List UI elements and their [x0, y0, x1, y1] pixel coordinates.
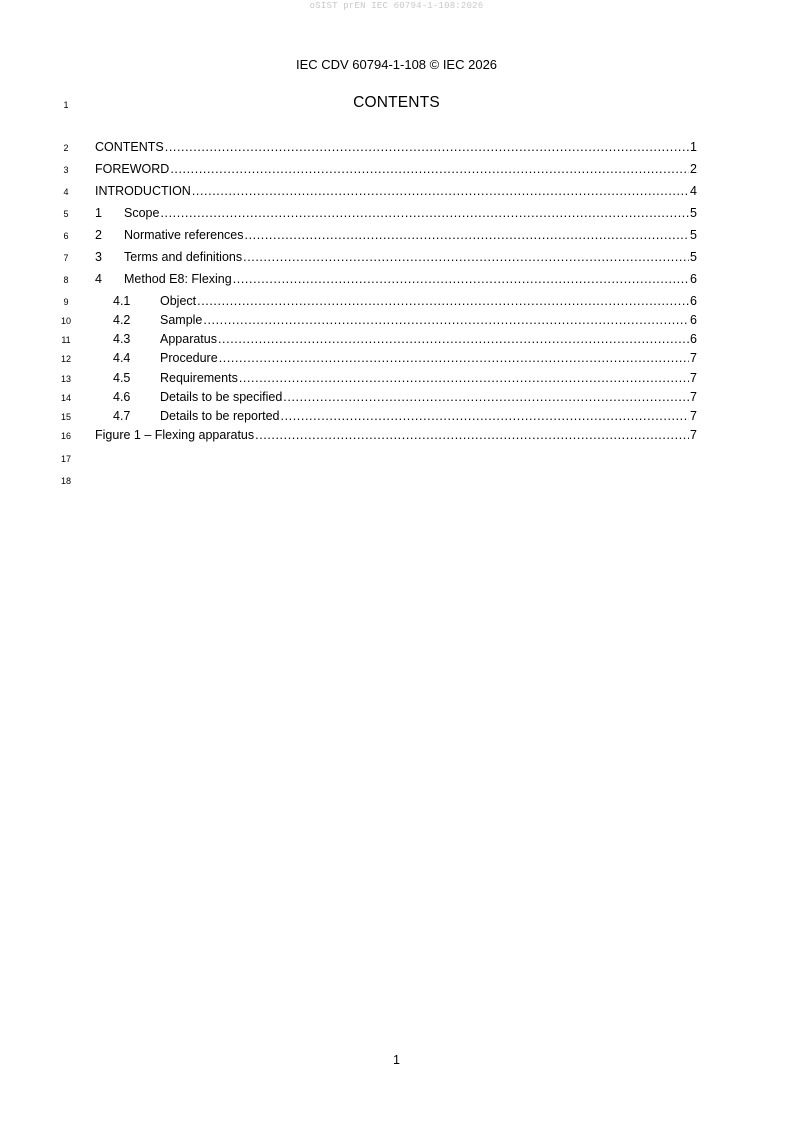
toc-leader — [192, 183, 689, 199]
page-number: 1 — [393, 1053, 400, 1067]
toc-entry-label: Requirements — [160, 371, 238, 385]
toc-entry[interactable] — [95, 227, 697, 243]
toc-entry-number: 3 — [95, 250, 102, 264]
toc-entry-label: INTRODUCTION — [95, 184, 191, 198]
toc-entry[interactable] — [113, 350, 697, 366]
toc-entry-page: 6 — [690, 272, 697, 286]
toc-entry[interactable] — [95, 161, 697, 177]
toc-entry-page: 7 — [690, 428, 697, 442]
toc-entry-page: 7 — [690, 371, 697, 385]
toc-entry-number: 4.3 — [113, 332, 131, 346]
line-number: 10 — [60, 316, 71, 326]
toc-entry-page: 1 — [690, 140, 697, 154]
toc-entry-label: FOREWORD — [95, 162, 170, 176]
line-number: 15 — [60, 412, 71, 422]
line-number: 14 — [60, 393, 71, 403]
toc-leader — [203, 312, 689, 328]
toc-entry-label: Method E8: Flexing — [124, 272, 232, 286]
toc-leader — [197, 293, 689, 309]
toc-entry-label: CONTENTS — [95, 140, 164, 154]
line-number: 9 — [63, 297, 69, 307]
toc-entry-page: 7 — [690, 390, 697, 404]
watermark: oSIST prEN IEC 60794-1-108:2026 — [309, 1, 484, 11]
document-header: IEC CDV 60794-1-108 © IEC 2026 — [295, 57, 498, 72]
toc-leader — [245, 227, 690, 243]
toc-entry-number: 4.7 — [113, 409, 131, 423]
line-number: 16 — [60, 431, 71, 441]
toc-entry-page: 2 — [690, 162, 697, 176]
toc-entry[interactable] — [95, 427, 697, 443]
toc-entry[interactable] — [113, 331, 697, 347]
toc-entry-page: 7 — [690, 409, 697, 423]
toc-entry-number: 4.2 — [113, 313, 131, 327]
line-number: 7 — [63, 253, 69, 263]
toc-entry[interactable] — [95, 271, 697, 287]
toc-entry[interactable] — [113, 408, 697, 424]
toc-entry[interactable] — [95, 249, 697, 265]
toc-leader — [239, 370, 689, 386]
line-number: 18 — [60, 476, 71, 486]
toc-entry-label: Sample — [160, 313, 203, 327]
page-title: CONTENTS — [353, 94, 440, 111]
toc-entry[interactable] — [95, 205, 697, 221]
toc-leader — [170, 161, 689, 177]
toc-leader — [233, 271, 689, 287]
toc-entry-label: Figure 1 – Flexing apparatus — [95, 428, 255, 442]
toc-entry-page: 6 — [690, 313, 697, 327]
toc-entry-page: 6 — [690, 332, 697, 346]
toc-entry-label: Apparatus — [160, 332, 217, 346]
toc-entry-page: 4 — [690, 184, 697, 198]
line-number: 1 — [63, 100, 69, 110]
line-number: 13 — [60, 374, 71, 384]
line-number: 5 — [63, 209, 69, 219]
toc-leader — [218, 331, 689, 347]
toc-entry-label: Terms and definitions — [124, 250, 243, 264]
toc-entry-page: 6 — [690, 294, 697, 308]
toc-entry-page: 7 — [690, 351, 697, 365]
toc-entry-number: 4.1 — [113, 294, 131, 308]
toc-leader — [283, 389, 689, 405]
toc-entry-label: Details to be reported — [160, 409, 280, 423]
toc-leader — [255, 427, 689, 443]
toc-entry-page: 5 — [690, 250, 697, 264]
toc-entry-number: 4.5 — [113, 371, 131, 385]
line-number: 3 — [63, 165, 69, 175]
line-number: 6 — [63, 231, 69, 241]
toc-entry-label: Normative references — [124, 228, 244, 242]
toc-entry-number: 2 — [95, 228, 102, 242]
line-number: 2 — [63, 143, 69, 153]
toc-entry[interactable] — [95, 183, 697, 199]
toc-entry[interactable] — [113, 370, 697, 386]
toc-entry[interactable] — [95, 139, 697, 155]
toc-entry[interactable] — [113, 389, 697, 405]
toc-leader — [219, 350, 689, 366]
toc-leader — [165, 139, 689, 155]
toc-entry-label: Procedure — [160, 351, 218, 365]
toc-entry-label: Object — [160, 294, 197, 308]
toc-leader — [281, 408, 690, 424]
toc-entry[interactable] — [113, 312, 697, 328]
toc-entry-label: Scope — [124, 206, 160, 220]
line-number: 12 — [60, 354, 71, 364]
toc-entry-page: 5 — [690, 206, 697, 220]
line-number: 17 — [60, 454, 71, 464]
toc-leader — [243, 249, 689, 265]
toc-entry-number: 1 — [95, 206, 102, 220]
toc-entry-number: 4.4 — [113, 351, 131, 365]
toc-entry-label: Details to be specified — [160, 390, 283, 404]
toc-entry-page: 5 — [690, 228, 697, 242]
line-number: 8 — [63, 275, 69, 285]
toc-entry-number: 4 — [95, 272, 102, 286]
line-number: 4 — [63, 187, 69, 197]
toc-leader — [160, 205, 689, 221]
line-number: 11 — [61, 335, 71, 345]
toc-entry[interactable] — [113, 293, 697, 309]
toc-entry-number: 4.6 — [113, 390, 131, 404]
